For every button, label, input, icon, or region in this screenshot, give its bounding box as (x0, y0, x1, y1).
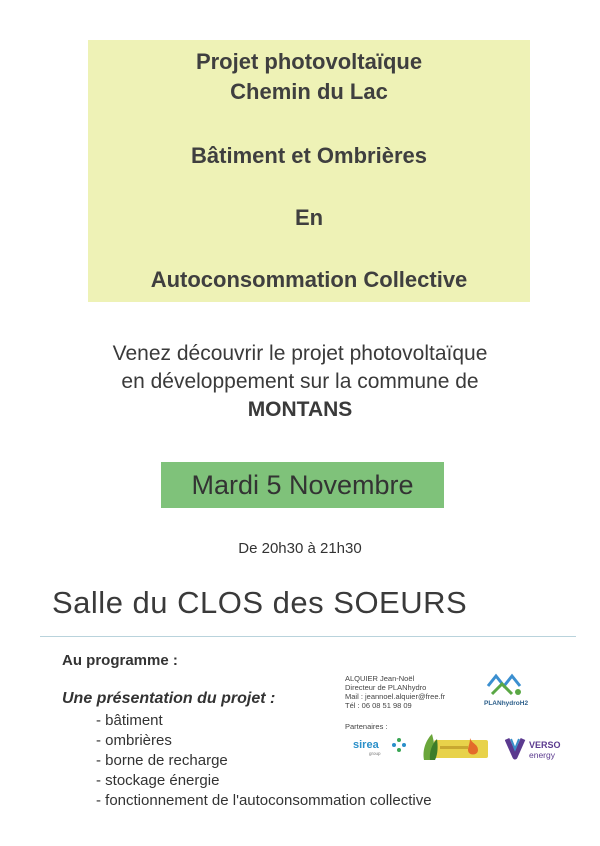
planhydro-logo-text: PLANhydroH2 (484, 700, 529, 707)
divider (40, 636, 576, 637)
event-date: Mardi 5 Novembre (161, 462, 444, 508)
list-item: - fonctionnement de l'autoconsommation collective (96, 792, 432, 809)
contact-role: Directeur de PLANhydro (345, 683, 427, 692)
list-item: - stockage énergie (96, 772, 220, 789)
list-item: - bâtiment (96, 712, 163, 729)
intro-line-1: Venez découvrir le projet photovoltaïque (112, 342, 488, 365)
title-banner (88, 40, 530, 302)
partners-label: Partenaires : (345, 722, 388, 731)
title-line-1: Projet photovoltaïque (195, 49, 423, 74)
list-item: - ombrières (96, 732, 172, 749)
programme-label: Au programme : (62, 652, 178, 669)
event-time: De 20h30 à 21h30 (238, 540, 362, 557)
contact-tel: Tél : 06 08 51 98 09 (345, 701, 412, 710)
sirea-logo-icon (353, 737, 411, 757)
planhydro-logo-icon (482, 672, 532, 708)
title-line-4: En (294, 205, 324, 230)
title-line-2: Chemin du Lac (230, 79, 388, 104)
contact-name: ALQUIER Jean-Noël (345, 674, 415, 683)
verso-energy-logo-icon (505, 735, 571, 763)
list-item: - borne de recharge (96, 752, 228, 769)
planhydro-logo (482, 672, 532, 708)
title-line-5: Autoconsommation Collective (150, 267, 468, 292)
solar-partner-logo (420, 730, 490, 764)
title-line-3: Bâtiment et Ombrières (191, 143, 427, 168)
verso-logo-text: VERSO (529, 740, 561, 750)
contact-mail: Mail : jeannoel.alquier@free.fr (345, 692, 446, 701)
event-venue: Salle du CLOS des SOEURS (52, 585, 468, 620)
verso-logo-sub: energy (529, 750, 555, 760)
contact-block (345, 674, 445, 710)
sirea-logo (353, 737, 411, 757)
solar-partner-logo-icon (420, 730, 490, 764)
presentation-label: Une présentation du projet : (62, 690, 276, 707)
sirea-logo-sub: group (369, 751, 381, 756)
intro-town: MONTANS (247, 398, 353, 421)
sirea-logo-text: sirea (353, 739, 379, 751)
verso-energy-logo (505, 735, 571, 763)
intro-line-2: en développement sur la commune de (121, 370, 479, 393)
